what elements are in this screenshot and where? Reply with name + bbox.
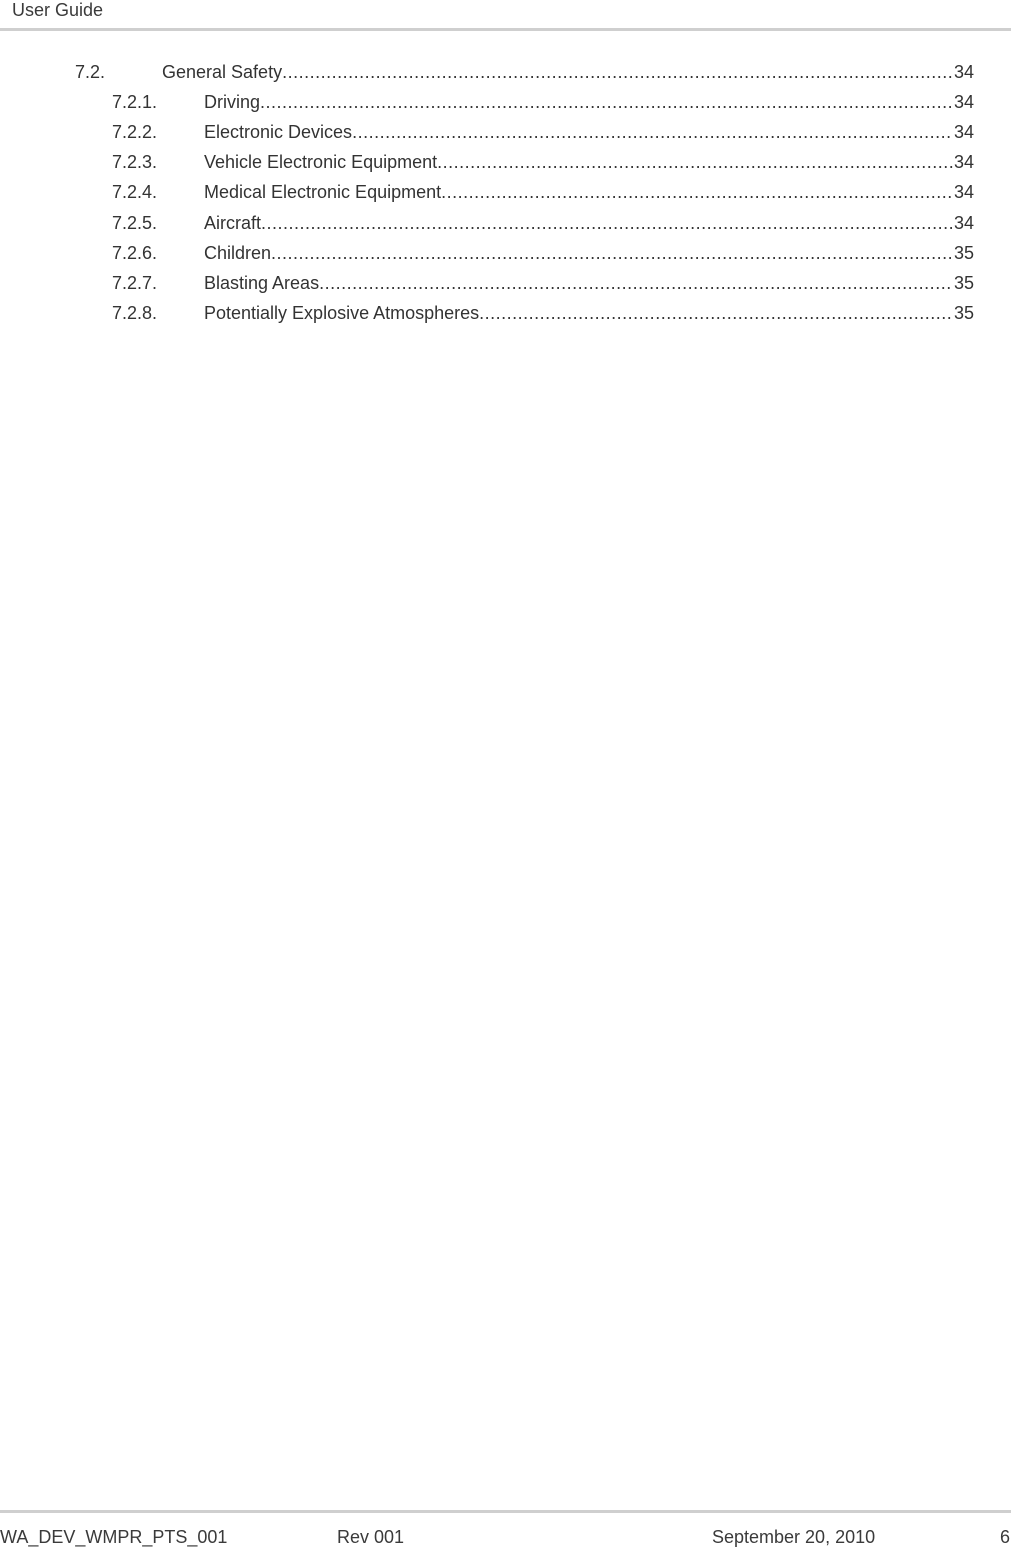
- toc-dot-leader: [441, 180, 953, 204]
- toc-entry-7-2-1[interactable]: [112, 90, 974, 114]
- toc-entry-number: 7.2.5.: [112, 213, 158, 233]
- toc-entry-page: 35: [953, 303, 974, 323]
- toc-entry-title: Medical Electronic Equipment: [204, 182, 442, 202]
- toc-entry-title: Aircraft: [204, 213, 262, 233]
- toc-entry-page: 35: [953, 273, 974, 293]
- toc-entry-page: 34: [953, 182, 974, 202]
- footer-revision: Rev 001: [337, 1527, 405, 1547]
- toc-entry-7-2-4[interactable]: [112, 180, 974, 204]
- toc-entry-number: 7.2.3.: [112, 152, 158, 172]
- toc-entry-title: Driving: [204, 92, 261, 112]
- toc-entry-title: Vehicle Electronic Equipment: [204, 152, 438, 172]
- toc-dot-leader: [479, 301, 953, 325]
- toc-entry-7-2-7[interactable]: [112, 271, 974, 295]
- toc-dot-leader: [260, 90, 953, 114]
- toc-entry-title: Electronic Devices: [204, 122, 353, 142]
- toc-entry-7-2-5[interactable]: [112, 211, 974, 235]
- toc-dot-leader: [282, 60, 953, 84]
- toc-entry-page: 34: [953, 92, 974, 112]
- toc-entry-page: 34: [953, 62, 974, 82]
- toc-entry-number: 7.2.2.: [112, 122, 158, 142]
- toc-entry-title: Potentially Explosive Atmospheres: [204, 303, 480, 323]
- footer-document-id: WA_DEV_WMPR_PTS_001: [0, 1527, 228, 1547]
- toc-entry-number: 7.2.1.: [112, 92, 158, 112]
- toc-entry-7-2-2[interactable]: [112, 120, 974, 144]
- footer-divider: [0, 1510, 1011, 1513]
- footer-page-number: 6: [1000, 1527, 1011, 1547]
- toc-dot-leader: [437, 150, 953, 174]
- toc-entry-7-2[interactable]: [75, 60, 974, 84]
- toc-entry-7-2-3[interactable]: [112, 150, 974, 174]
- footer-date: September 20, 2010: [712, 1527, 876, 1547]
- toc-entry-number: 7.2.4.: [112, 182, 158, 202]
- toc-entry-title: General Safety: [162, 62, 283, 82]
- toc-entry-title: Blasting Areas: [204, 273, 320, 293]
- toc-entry-7-2-6[interactable]: [112, 241, 974, 265]
- toc-entry-number: 7.2.8.: [112, 303, 158, 323]
- toc-dot-leader: [271, 241, 953, 265]
- toc-entry-7-2-8[interactable]: [112, 301, 974, 325]
- toc-entry-page: 34: [953, 122, 974, 142]
- toc-entry-page: 34: [953, 213, 974, 233]
- toc-entry-page: 34: [953, 152, 974, 172]
- toc-dot-leader: [319, 271, 953, 295]
- toc-entry-number: 7.2.: [75, 62, 106, 82]
- toc-entry-title: Children: [204, 243, 272, 263]
- header-divider: [0, 28, 1011, 31]
- toc-dot-leader: [352, 120, 953, 144]
- toc-entry-number: 7.2.6.: [112, 243, 158, 263]
- toc-entry-number: 7.2.7.: [112, 273, 158, 293]
- running-header-title: User Guide: [12, 0, 104, 20]
- toc-dot-leader: [261, 211, 953, 235]
- toc-entry-page: 35: [953, 243, 974, 263]
